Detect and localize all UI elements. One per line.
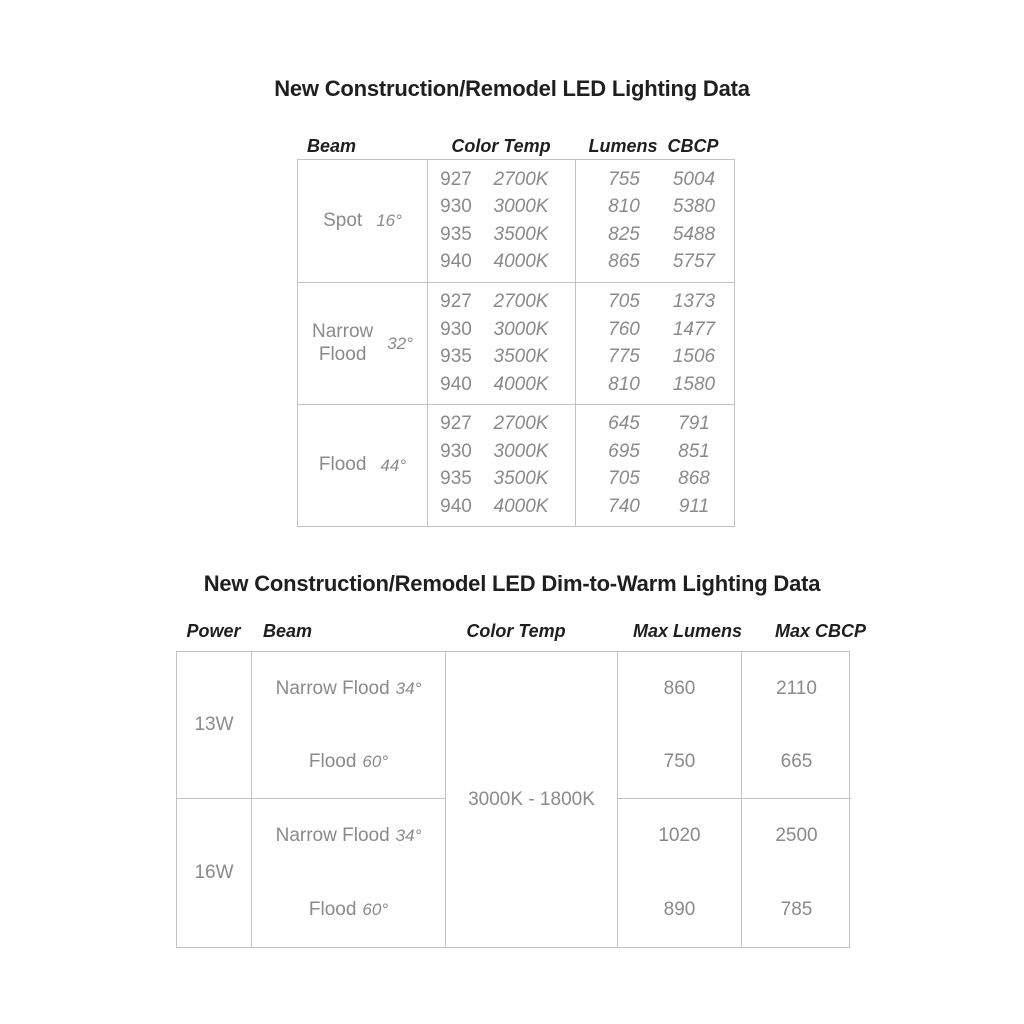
cct-kelvin: 2700K: [493, 168, 549, 190]
beam-angle: 60°: [362, 751, 389, 771]
max-cbcp-cell: [742, 799, 851, 947]
color-temp-row: [428, 413, 575, 435]
beam-row: [252, 799, 445, 873]
lumens-value: 760: [608, 318, 640, 340]
table2-header-beam: Beam: [263, 621, 313, 641]
beam-name: Flood: [308, 750, 357, 772]
table-row-group-flood: [298, 404, 734, 526]
lumens-value: 810: [608, 196, 640, 218]
beam-angle: 60°: [362, 900, 389, 919]
cbcp-value: 1506: [672, 346, 716, 368]
values-row: [576, 224, 734, 246]
lumens-value: 755: [608, 168, 640, 190]
beam-cell: [252, 799, 446, 947]
cct-kelvin: 4000K: [493, 495, 549, 517]
lumens-value: 705: [608, 468, 640, 490]
power-cell: 13W: [177, 652, 252, 799]
table1-header-color-temp: Color Temp: [451, 136, 551, 156]
color-temp-cell: [428, 283, 576, 404]
beam-row: [252, 873, 445, 947]
max-lumens-cell: [618, 799, 742, 947]
cct-kelvin: 3000K: [493, 196, 549, 218]
table2-header-max-lumens: Max Lumens: [633, 621, 743, 641]
cct-code: 930: [440, 196, 472, 218]
color-temp-row: [428, 291, 575, 313]
color-temp-row: [428, 441, 575, 463]
max-cbcp-value: 785: [780, 899, 813, 920]
table1-header-values: [575, 136, 733, 157]
cct-kelvin: 3000K: [493, 440, 549, 462]
dim-to-warm-table: [176, 618, 867, 948]
cbcp-value: 5757: [672, 251, 716, 273]
max-lumens-value: 1020: [658, 825, 701, 846]
table2-title: New Construction/Remodel LED Dim-to-Warm Lighting Data: [203, 571, 821, 596]
cbcp-value: 1477: [672, 318, 716, 340]
power-cell: 16W: [177, 799, 252, 947]
beam-angle: 44°: [380, 455, 407, 475]
color-temp-row: [428, 251, 575, 273]
lumens-value: 865: [608, 251, 640, 273]
values-row: [576, 496, 734, 518]
max-lumens-value: 860: [663, 677, 696, 699]
cct-kelvin: 2700K: [493, 413, 549, 435]
cct-kelvin: 2700K: [493, 291, 549, 313]
lumens-value: 645: [608, 413, 640, 435]
beam-cell: [298, 160, 428, 282]
color-temp-row: [428, 374, 575, 396]
values-row: [576, 319, 734, 341]
color-temp-row: [428, 468, 575, 490]
values-row: [576, 441, 734, 463]
beam-cell: [298, 283, 428, 404]
lumens-cbcp-cell: [576, 160, 734, 282]
beam-angle: 34°: [395, 678, 422, 698]
cct-code: 940: [440, 251, 472, 273]
table-row-group-narrow-flood: [298, 282, 734, 404]
max-lumens-cell: [618, 652, 742, 799]
cbcp-value: 868: [678, 468, 710, 490]
cbcp-value: 5488: [672, 223, 716, 245]
cct-code: 935: [440, 223, 472, 245]
cct-code: 927: [440, 413, 472, 435]
cct-code: 940: [440, 373, 472, 395]
beam-angle: 34°: [395, 826, 422, 845]
lumens-value: 810: [608, 373, 640, 395]
color-temp-row: [428, 319, 575, 341]
color-temp-cell: [428, 160, 576, 282]
cbcp-value: 1580: [672, 373, 716, 395]
cbcp-value: 851: [678, 440, 710, 462]
table1-body: [297, 159, 735, 527]
beam-name: Narrow Flood: [275, 677, 390, 699]
values-row: [576, 413, 734, 435]
color-temp-row: [428, 496, 575, 518]
table1-header-lumens: Lumens: [588, 136, 658, 156]
beam-name: Narrow Flood: [275, 825, 390, 846]
cct-code: 935: [440, 346, 472, 368]
color-temp-row: [428, 169, 575, 191]
table2-body: [176, 651, 850, 948]
color-temp-merged-cell: 3000K - 1800K: [446, 652, 618, 947]
cbcp-value: 1373: [672, 291, 716, 313]
table-row-group-spot: [298, 160, 734, 282]
beam-name: [319, 454, 367, 477]
max-lumens-value: 750: [663, 750, 696, 772]
color-temp-row: [428, 346, 575, 368]
lumens-cbcp-cell: [576, 405, 734, 526]
beam-name-line1: Flood: [318, 454, 367, 476]
values-row: [576, 291, 734, 313]
cct-code: 930: [440, 318, 472, 340]
max-cbcp-cell: [742, 652, 851, 799]
beam-row: [252, 725, 445, 798]
table2-header-max-cbcp: Max CBCP: [775, 621, 867, 641]
values-row: [576, 196, 734, 218]
table1-title: New Construction/Remodel LED Lighting Data: [274, 76, 750, 101]
color-temp-row: [428, 196, 575, 218]
cct-code: 940: [440, 495, 472, 517]
beam-name-line1: Narrow: [312, 320, 374, 342]
lumens-cbcp-cell: [576, 283, 734, 404]
table2-header-power: Power: [186, 621, 241, 641]
cbcp-value: 5004: [672, 168, 716, 190]
beam-name-line1: Spot: [323, 209, 363, 231]
beam-cell: [252, 652, 446, 799]
lumens-value: 740: [608, 495, 640, 517]
beam-cell: [298, 405, 428, 526]
table2-header-row: [176, 618, 867, 642]
values-row: [576, 374, 734, 396]
table1-header-row: [297, 135, 735, 157]
cbcp-value: 791: [678, 413, 710, 435]
cct-kelvin: 3000K: [493, 318, 549, 340]
lumens-value: 695: [608, 440, 640, 462]
table1-header-beam: Beam: [307, 136, 357, 156]
color-temp-row: [428, 224, 575, 246]
led-lighting-table: [297, 135, 735, 527]
cct-code: 927: [440, 168, 472, 190]
cct-code: 935: [440, 468, 472, 490]
beam-name-line2: Flood: [318, 343, 367, 365]
beam-name: Flood: [308, 899, 357, 920]
max-cbcp-value: 2500: [775, 825, 818, 846]
lumens-value: 705: [608, 291, 640, 313]
table2-header-color-temp: Color Temp: [466, 621, 566, 641]
beam-row: [252, 652, 445, 725]
values-row: [576, 346, 734, 368]
max-cbcp-value: 665: [780, 750, 813, 772]
lumens-value: 825: [608, 223, 640, 245]
beam-angle: 32°: [387, 333, 413, 353]
cct-code: 930: [440, 440, 472, 462]
beam-name: [312, 321, 373, 367]
values-row: [576, 251, 734, 273]
values-row: [576, 169, 734, 191]
cbcp-value: 911: [678, 495, 710, 517]
cct-kelvin: 4000K: [493, 251, 549, 273]
cct-kelvin: 4000K: [493, 373, 549, 395]
values-row: [576, 468, 734, 490]
cct-kelvin: 3500K: [493, 223, 549, 245]
table1-header-cbcp: CBCP: [667, 136, 719, 156]
lumens-value: 775: [608, 346, 640, 368]
color-temp-cell: [428, 405, 576, 526]
beam-name: [323, 210, 362, 233]
cbcp-value: 5380: [672, 196, 716, 218]
max-cbcp-value: 2110: [776, 677, 817, 699]
beam-angle: 16°: [376, 211, 402, 230]
cct-kelvin: 3500K: [493, 468, 549, 490]
cct-code: 927: [440, 291, 472, 313]
cct-kelvin: 3500K: [493, 346, 549, 368]
max-lumens-value: 890: [663, 899, 696, 920]
